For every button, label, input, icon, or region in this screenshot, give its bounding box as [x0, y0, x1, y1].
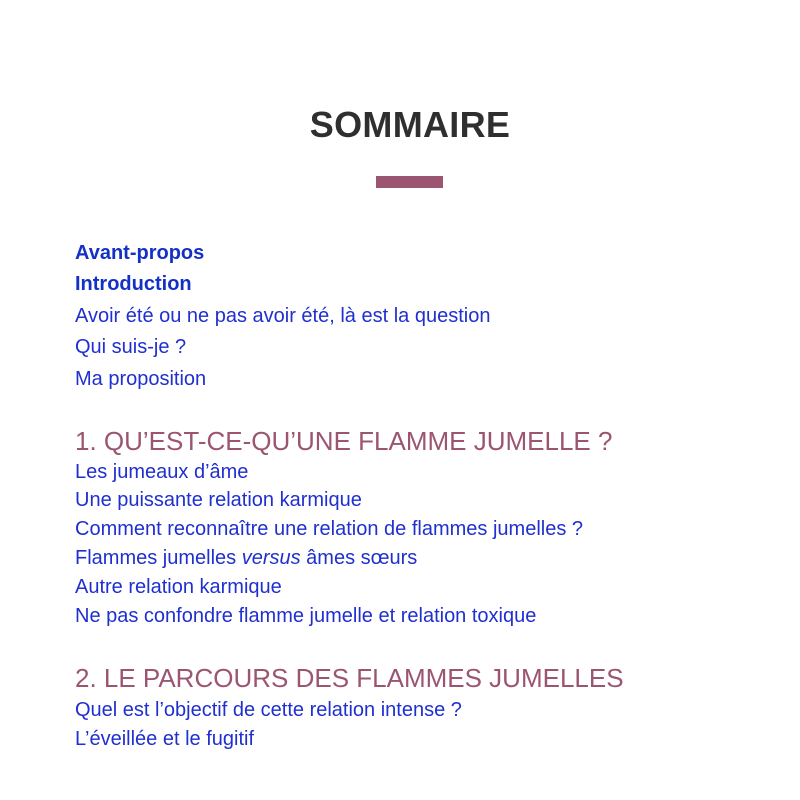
toc-entry-qui-suis-je[interactable]: Qui suis-je ? — [75, 336, 187, 358]
page-title: SOMMAIRE — [309, 104, 511, 145]
entry-text-after: âmes sœurs — [300, 547, 418, 569]
entry-text-italic: versus — [241, 547, 301, 569]
toc-entry-autre-relation[interactable]: Autre relation karmique — [75, 576, 282, 598]
chapter-2-heading[interactable]: 2. LE PARCOURS DES FLAMMES JUMELLES — [75, 663, 624, 693]
toc-entry-introduction[interactable]: Introduction — [75, 273, 192, 295]
toc-entry-ma-proposition[interactable]: Ma proposition — [75, 368, 207, 390]
toc-entry-flammes-versus-ames[interactable] — [75, 546, 417, 570]
toc-entry-jumeaux-ame[interactable]: Les jumeaux d’âme — [75, 461, 249, 483]
toc-entry-reconnaitre-relation[interactable]: Comment reconnaître une relation de flammes jumelles ? — [75, 518, 584, 540]
title-accent-bar — [376, 176, 443, 188]
toc-entry-relation-karmique[interactable]: Une puissante relation karmique — [75, 489, 362, 511]
toc-entry-eveillee-fugitif[interactable]: L’éveillée et le fugitif — [75, 728, 255, 750]
toc-entry-relation-toxique[interactable]: Ne pas confondre flamme jumelle et relation toxique — [75, 605, 537, 627]
entry-text-before: Flammes jumelles — [75, 547, 242, 569]
toc-entry-avant-propos[interactable]: Avant-propos — [75, 242, 205, 264]
toc-entry-objectif-relation[interactable]: Quel est l’objectif de cette relation intense ? — [75, 699, 462, 721]
toc-entry-avoir-ete[interactable]: Avoir été ou ne pas avoir été, là est la question — [75, 305, 491, 327]
chapter-1-heading[interactable]: 1. QU’EST-CE-QU’UNE FLAMME JUMELLE ? — [75, 426, 613, 456]
